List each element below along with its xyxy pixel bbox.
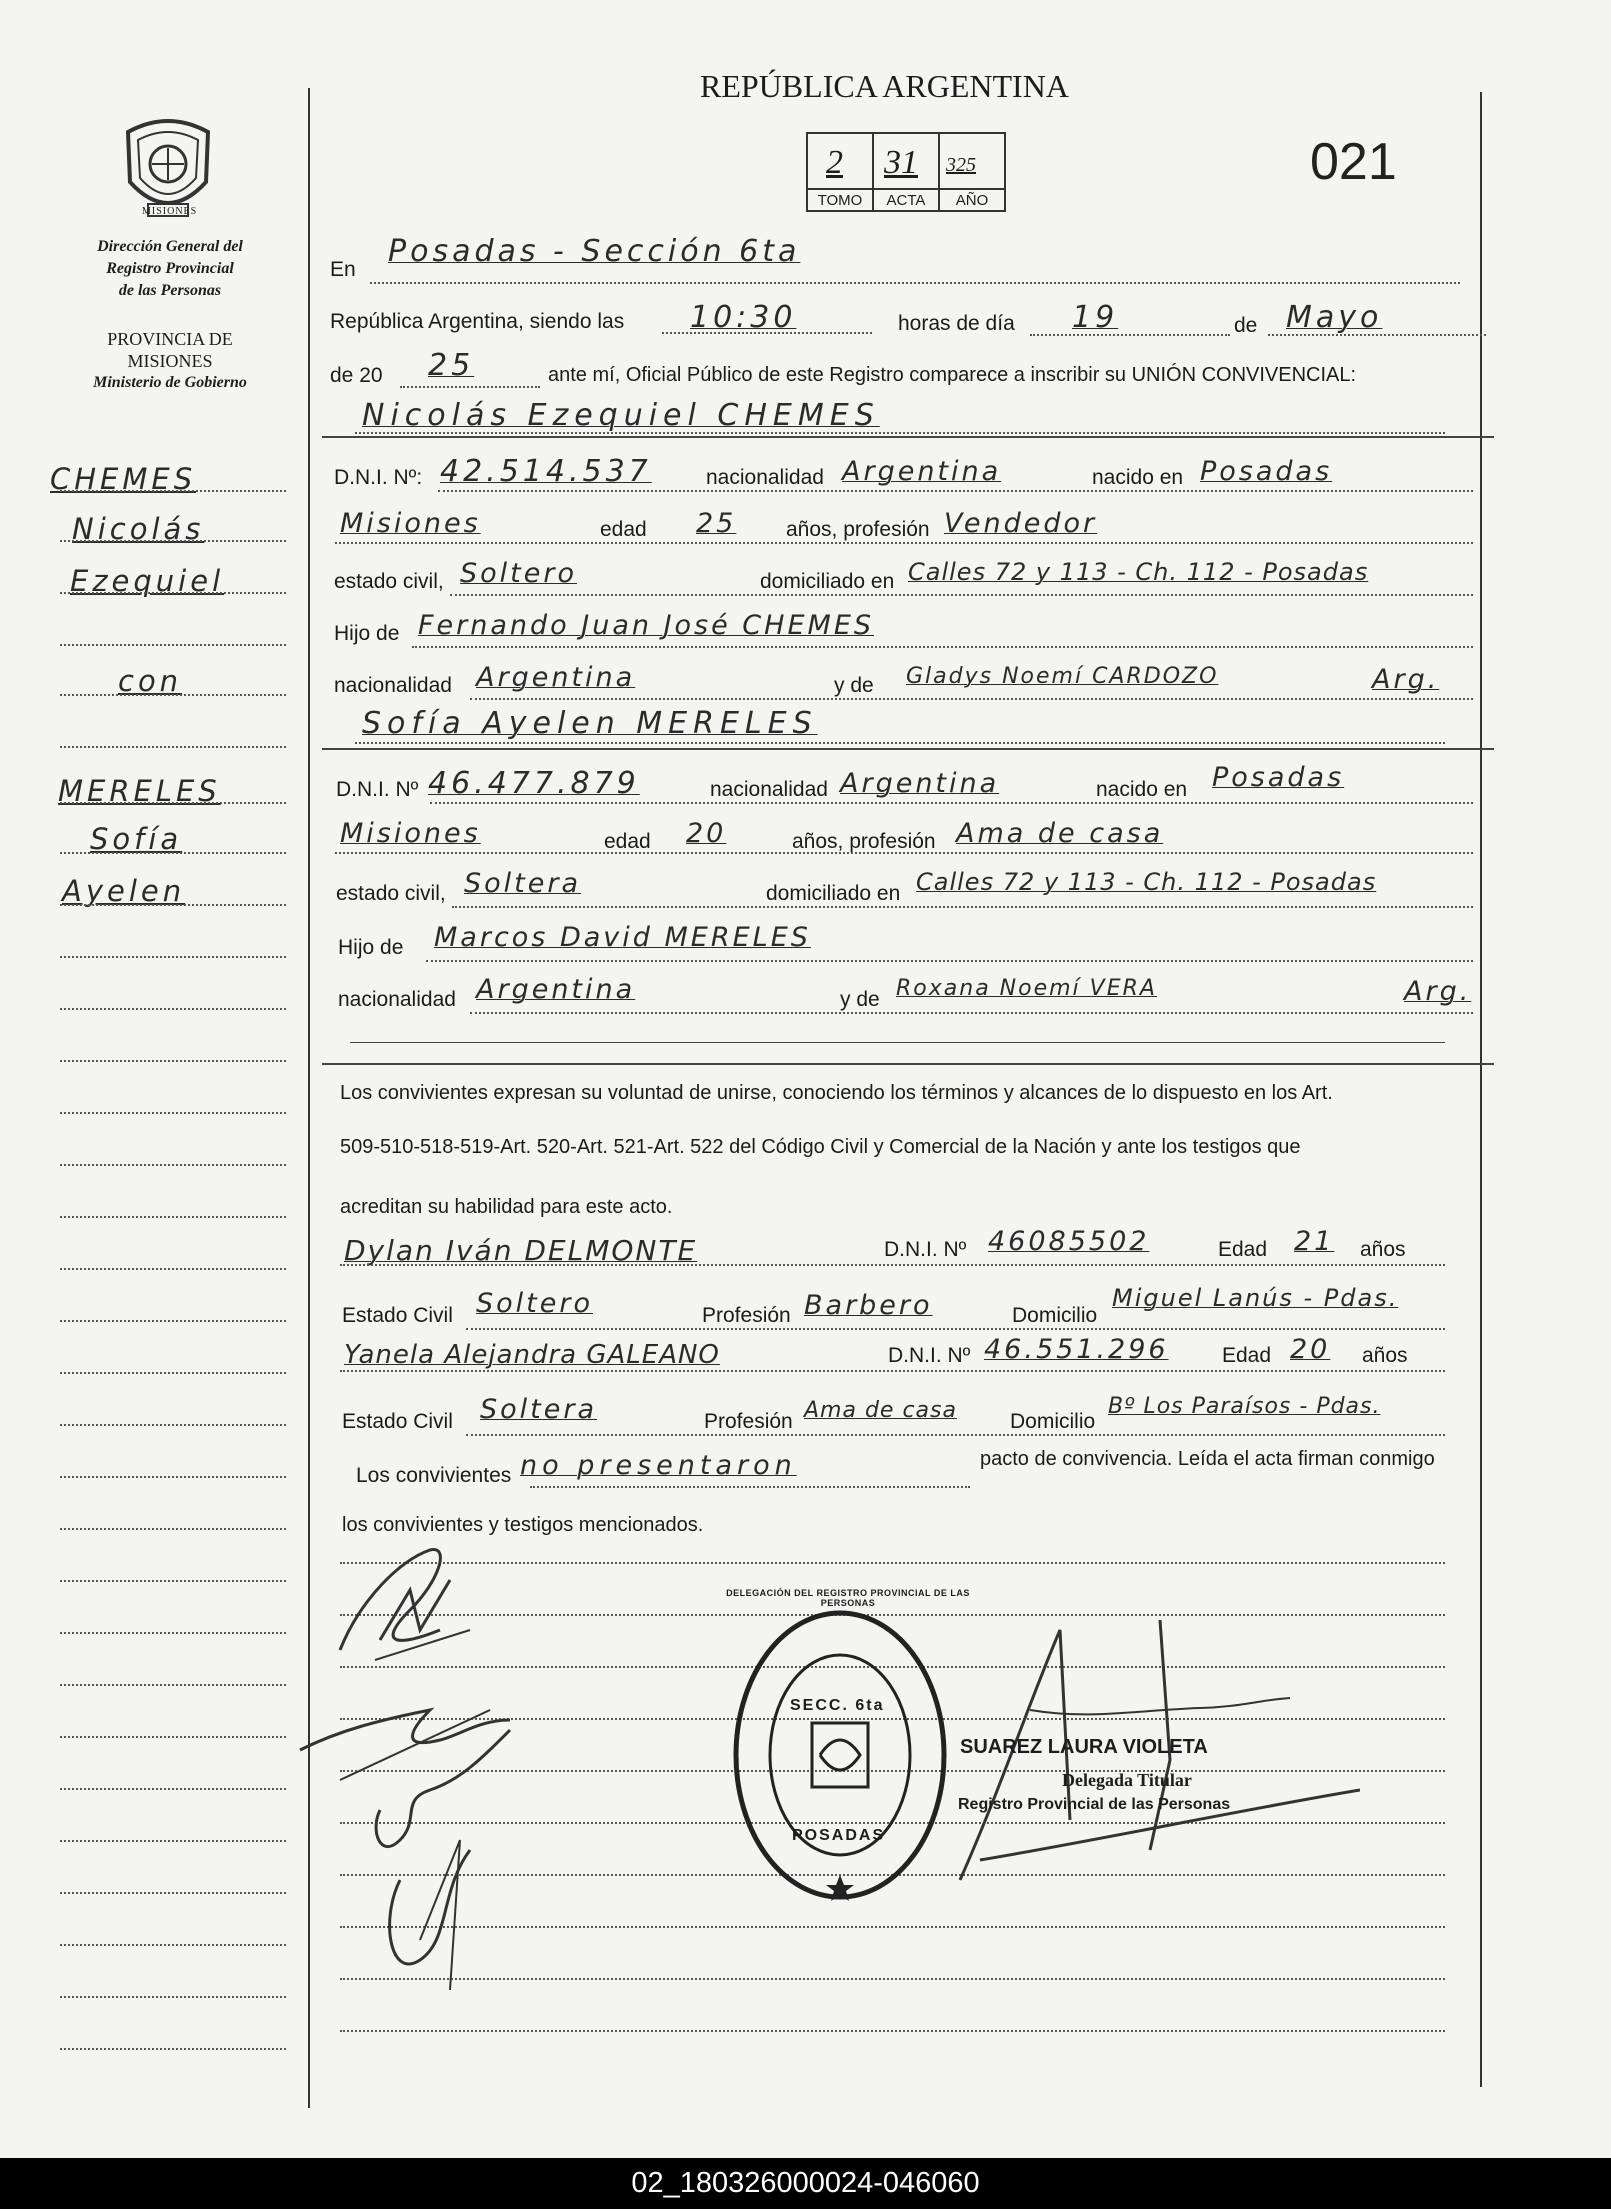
witness1-row2-line [466, 1328, 1445, 1330]
record-box-tomo [808, 134, 874, 210]
closing-prefix: Los convivientes [356, 1464, 512, 1487]
person2-born-label: nacido en [1096, 778, 1188, 801]
margin-note: MERELES [58, 774, 221, 808]
witness2-age-label: Edad [1222, 1344, 1272, 1367]
record-tomo-label: TOMO [808, 188, 872, 209]
closing-pact-value: no presentaron [520, 1450, 797, 1481]
record-anio-value: 325 [946, 154, 976, 176]
person1-name-line [355, 432, 1445, 434]
stamp-ring-caption: DELEGACIÓN DEL REGISTRO PROVINCIAL DE LAS PERSONAS [726, 1588, 970, 1608]
person2-age-value: 20 [686, 818, 727, 849]
person1-nat-label: nacionalidad [706, 466, 824, 489]
person1-born-label: nacido en [1092, 466, 1184, 489]
person2-born-value-2: Misiones [340, 818, 481, 849]
day-value: 19 [1072, 300, 1119, 335]
witness2-row1-line [340, 1370, 1445, 1372]
person1-age-value: 25 [696, 508, 737, 539]
month-value: Mayo [1286, 300, 1383, 335]
republic-label: República Argentina, siendo las [330, 310, 625, 333]
year-value: 25 [428, 348, 475, 383]
en-label: En [330, 258, 356, 281]
person1-prof-label: años, profesión [786, 518, 930, 541]
record-box-acta [874, 134, 940, 210]
witness1-dom-label: Domicilio [1012, 1304, 1098, 1327]
closing-line-2: los convivientes y testigos mencionados. [342, 1514, 704, 1536]
ministry-line: Ministerio de Gobierno [93, 374, 247, 391]
witness2-dom-label: Domicilio [1010, 1410, 1096, 1433]
record-acta-label: ACTA [874, 188, 938, 209]
witness2-dom-value: Bº Los Paraísos - Pdas. [1108, 1394, 1381, 1419]
person2-end-line [350, 1042, 1445, 1043]
closing-suffix: pacto de convivencia. Leída el acta firman conmigo [980, 1448, 1435, 1470]
person2-nat-value: Argentina [840, 768, 1000, 799]
org-line-1: Dirección General del [97, 238, 243, 255]
signatures-graphic [280, 1520, 550, 2020]
person2-row1-line [430, 802, 1473, 804]
person1-row4-line [412, 646, 1473, 648]
stamp-section: SECC. 6ta [790, 1697, 885, 1714]
stamp-ring-icon [730, 1605, 950, 1905]
person2-civil-label: estado civil, [336, 882, 446, 905]
person2-mnat-value: Arg. [1404, 976, 1472, 1007]
witness2-prof-value: Ama de casa [804, 1398, 957, 1423]
person1-civil-value: Soltero [460, 558, 577, 589]
official-name: SUAREZ LAURA VIOLETA [960, 1736, 1208, 1758]
person2-mother-value: Roxana Noemí VERA [896, 976, 1157, 1001]
witness1-age-label: Edad [1218, 1238, 1268, 1261]
person1-mnat-value: Arg. [1372, 664, 1440, 695]
section-divider-3 [322, 1063, 1494, 1065]
person2-hijo-label: Hijo de [338, 936, 404, 959]
official-stamp [730, 1605, 950, 1905]
person1-fnat-value: Argentina [476, 662, 636, 693]
right-border [1480, 92, 1482, 2087]
person1-born-value: Posadas [1200, 456, 1333, 487]
person2-age-label: edad [604, 830, 651, 853]
section-divider-1 [322, 436, 1494, 438]
witness2-age-value: 20 [1290, 1334, 1331, 1365]
province-block [70, 328, 270, 394]
witness2-row2-line [466, 1434, 1445, 1436]
year-line [400, 386, 540, 388]
record-anio-label: AÑO [940, 188, 1004, 209]
person2-row5-line [470, 1012, 1473, 1014]
country-title: REPÚBLICA ARGENTINA [700, 68, 1069, 104]
witness1-anos-label: años [1360, 1238, 1406, 1261]
witness2-dni-value: 46.551.296 [984, 1334, 1169, 1365]
margin-note: Ezequiel [70, 564, 225, 598]
witness1-age-value: 21 [1294, 1226, 1335, 1257]
person1-fnat-label: nacionalidad [334, 674, 452, 697]
org-line-3: de las Personas [118, 282, 222, 299]
record-box [806, 132, 1006, 212]
person2-row4-line [426, 960, 1473, 962]
person1-nat-value: Argentina [842, 456, 1002, 487]
person1-name: Nicolás Ezequiel CHEMES [362, 398, 880, 433]
witness1-dom-value: Miguel Lanús - Pdas. [1112, 1284, 1399, 1312]
day-line [1030, 334, 1230, 336]
witness2-civil-label: Estado Civil [342, 1410, 453, 1433]
left-org-block [70, 236, 270, 302]
person2-dni-label: D.N.I. Nº [336, 778, 419, 801]
person2-nat-label: nacionalidad [710, 778, 828, 801]
year-prefix: de 20 [330, 364, 383, 387]
witness2-prof-label: Profesión [704, 1410, 793, 1433]
record-acta-value: 31 [884, 144, 918, 181]
org-line-2: Registro Provincial [106, 260, 234, 277]
person2-row2-line [335, 852, 1473, 854]
margin-note: con [118, 664, 183, 698]
witness1-dni-label: D.N.I. Nº [884, 1238, 967, 1261]
person2-fnat-label: nacionalidad [338, 988, 456, 1011]
person2-father-value: Marcos David MERELES [434, 922, 811, 953]
declaration-line-1: Los convivientes expresan su voluntad de unirse, conociendo los términos y alcances de lo dispuesto en los Art. [340, 1082, 1333, 1104]
person1-age-label: edad [600, 518, 647, 541]
person2-dom-label: domiciliado en [766, 882, 901, 905]
person1-hijo-label: Hijo de [334, 622, 400, 645]
person1-prof-value: Vendedor [944, 508, 1098, 539]
person1-dom-value: Calles 72 y 113 - Ch. 112 - Posadas [908, 558, 1369, 586]
province-line-2: MISIONES [127, 351, 213, 371]
witness1-civil-label: Estado Civil [342, 1304, 453, 1327]
person1-dom-label: domiciliado en [760, 570, 895, 593]
person1-civil-label: estado civil, [334, 570, 444, 593]
margin-note: Sofía [90, 822, 183, 856]
witness2-dni-label: D.N.I. Nº [888, 1344, 971, 1367]
intro-statement: ante mí, Oficial Público de este Registro comparece a inscribir su UNIÓN CONVIVENCIAL: [548, 364, 1357, 386]
person1-row5-line [470, 698, 1473, 700]
person2-fnat-value: Argentina [476, 974, 636, 1005]
person1-row1-line [438, 490, 1473, 492]
person1-row3-line [450, 594, 1473, 596]
witness1-row1-line [340, 1264, 1445, 1266]
person1-born-value-2: Misiones [340, 508, 481, 539]
margin-note: CHEMES [50, 462, 197, 496]
hour-value: 10:30 [690, 300, 797, 335]
person2-prof-label: años, profesión [792, 830, 936, 853]
person2-yde-label: y de [840, 988, 880, 1011]
witness1-name: Dylan Iván DELMONTE [344, 1234, 698, 1267]
witness1-civil-value: Soltero [476, 1288, 593, 1319]
official-role: Delegada Titular [1062, 1770, 1192, 1790]
person2-row3-line [452, 906, 1473, 908]
record-box-anio [940, 134, 1004, 210]
official-office: Registro Provincial de las Personas [958, 1796, 1231, 1813]
closing-pact-line [530, 1486, 970, 1488]
seal-label: MISIONES [142, 206, 198, 217]
person2-prof-value: Ama de casa [956, 818, 1164, 849]
declaration-line-3: acreditan su habilidad para este acto. [340, 1196, 673, 1218]
document-id-bar: 02_180326000024-046060 [0, 2158, 1611, 2209]
page-number: 021 [1310, 133, 1397, 191]
person2-name-line [355, 742, 1445, 744]
margin-note: Nicolás [72, 512, 205, 546]
margin-note: Ayelen [62, 874, 186, 908]
stamp-city: POSADAS [792, 1827, 886, 1844]
person1-dni-label: D.N.I. Nº: [334, 466, 423, 489]
witness1-prof-label: Profesión [702, 1304, 791, 1327]
person1-dni-value: 42.514.537 [440, 454, 652, 489]
month-line [1268, 334, 1486, 336]
record-tomo-value: 2 [826, 144, 843, 181]
de-label: de [1234, 314, 1258, 337]
province-line-1: PROVINCIA DE [107, 329, 233, 349]
person2-civil-value: Soltera [464, 868, 582, 899]
witness2-anos-label: años [1362, 1344, 1408, 1367]
place-value: Posadas - Sección 6ta [388, 234, 801, 269]
witness1-dni-value: 46085502 [988, 1226, 1150, 1257]
person1-father-value: Fernando Juan José CHEMES [418, 610, 875, 641]
person1-row2-line [335, 542, 1473, 544]
person2-name: Sofía Ayelen MERELES [362, 706, 818, 741]
person2-dni-value: 46.477.879 [428, 766, 640, 801]
place-line [370, 282, 1460, 284]
section-divider-2 [322, 748, 1494, 750]
hour-line [662, 332, 872, 334]
person1-mother-value: Gladys Noemí CARDOZO [906, 664, 1219, 689]
witness2-name: Yanela Alejandra GALEANO [344, 1340, 720, 1370]
person1-yde-label: y de [834, 674, 874, 697]
declaration-line-2: 509-510-518-519-Art. 520-Art. 521-Art. 522 del Código Civil y Comercial de la Nación y ante los testigos que [340, 1136, 1301, 1158]
person2-born-value: Posadas [1212, 762, 1345, 793]
person2-dom-value: Calles 72 y 113 - Ch. 112 - Posadas [916, 868, 1377, 896]
witness2-civil-value: Soltera [480, 1394, 598, 1425]
witness1-prof-value: Barbero [804, 1290, 933, 1321]
hours-label: horas de día [898, 312, 1015, 335]
